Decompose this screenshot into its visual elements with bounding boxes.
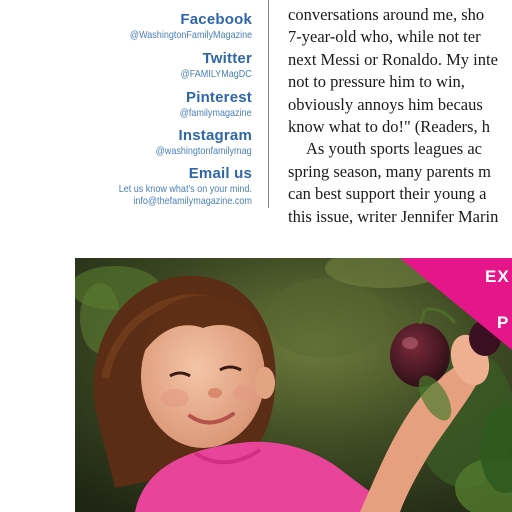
article-line: obviously annoys him becaus <box>288 94 483 114</box>
banner-text-line2: P <box>497 313 510 332</box>
twitter-label[interactable]: Twitter <box>202 50 252 67</box>
facebook-label[interactable]: Facebook <box>180 11 252 28</box>
twitter-handle[interactable]: @FAMILYMagDC <box>180 68 252 80</box>
article-line: 7-year-old who, while not ter <box>288 27 481 47</box>
facebook-block[interactable] <box>110 11 252 41</box>
pinterest-label[interactable]: Pinterest <box>186 89 252 106</box>
pinterest-handle[interactable]: @familymagazine <box>180 107 252 119</box>
photo-illustration <box>75 258 512 512</box>
child-garden-photo <box>75 258 512 512</box>
email-prompt: Let us know what's on your mind. <box>118 183 252 195</box>
article-line: As youth sports leagues ac <box>306 139 482 159</box>
instagram-block[interactable] <box>140 127 252 157</box>
pinterest-block[interactable] <box>168 89 252 119</box>
article-line: not to pressure him to win, <box>288 72 465 92</box>
banner-text-line1: EX <box>485 267 510 286</box>
email-address[interactable]: info@thefamilymagazine.com <box>133 195 252 207</box>
article-text <box>288 4 512 244</box>
article-line: next Messi or Ronaldo. My inte <box>288 49 498 69</box>
article-line: spring season, many parents m <box>288 161 492 181</box>
email-label: Email us <box>188 165 252 182</box>
article-line: conversations around me, sho <box>288 5 485 24</box>
column-divider <box>268 0 269 208</box>
article-line: know what to do!" (Readers, h <box>288 116 490 136</box>
facebook-handle[interactable]: @WashingtonFamilyMagazine <box>129 29 252 41</box>
instagram-handle[interactable]: @washingtonfamilymag <box>156 145 252 157</box>
email-block[interactable] <box>97 165 252 207</box>
article-line: this issue, writer Jennifer Marin <box>288 206 499 226</box>
article-line: can best support their young a <box>288 184 487 204</box>
instagram-label[interactable]: Instagram <box>178 127 252 144</box>
social-media-column <box>0 0 262 210</box>
twitter-block[interactable] <box>169 50 252 80</box>
